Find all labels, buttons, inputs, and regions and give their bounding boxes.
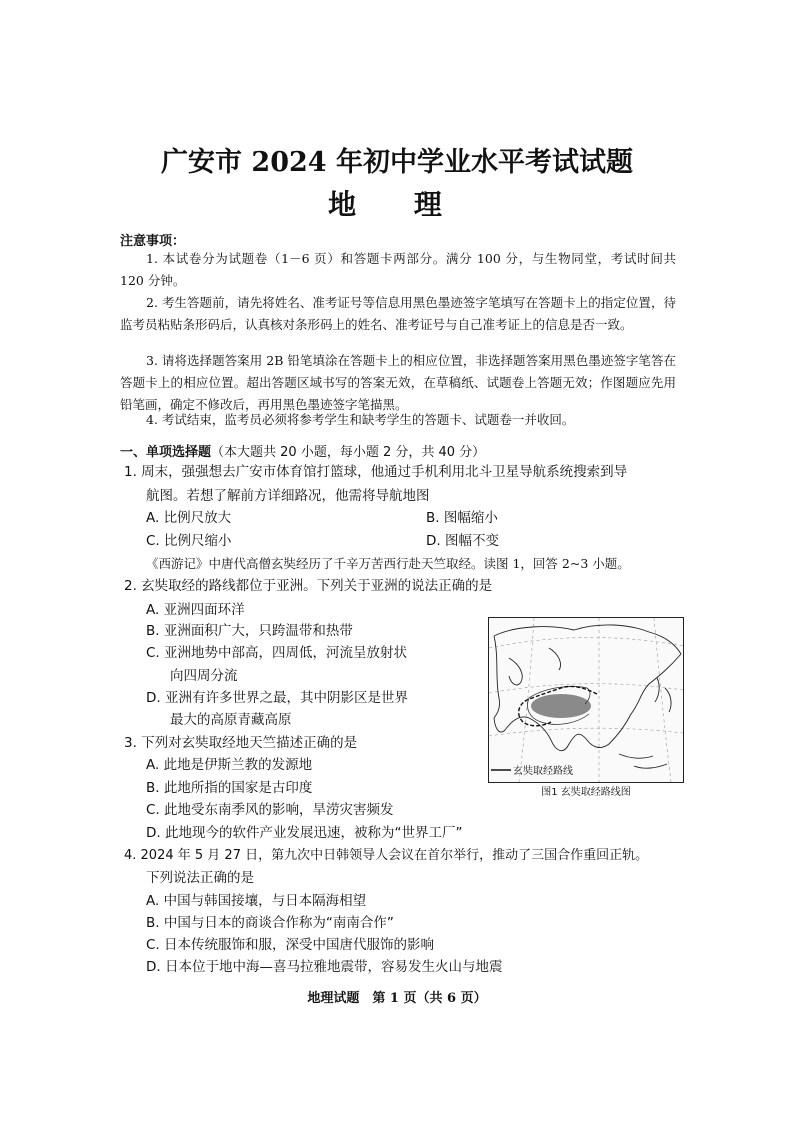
section-label: 一、单项选择题 (120, 445, 212, 460)
q4-option-a: A. 中国与韩国接壤，与日本隔海相望 (146, 893, 367, 909)
q4-option-c: C. 日本传统服饰和服，深受中国唐代服饰的影响 (146, 937, 435, 953)
notice-item-2: 2. 考生答题前，请先将姓名、准考证号等信息用黑色墨迹签字笔填写在答题卡上的指定位置，待监考员粘贴条形码后，认真核对条形码上的姓名、准考证号与自己准考证上的信息是否一致。 (120, 295, 676, 332)
subject-title: 地 理 (328, 188, 466, 221)
q4-option-d: D. 日本位于地中海—喜马拉雅地震带，容易发生火山与地震 (146, 959, 503, 975)
q4-option-b: B. 中国与日本的商谈合作称为“南南合作” (146, 915, 394, 931)
q3-option-c: C. 此地受东南季风的影响，旱涝灾害频发 (146, 802, 394, 818)
q1-option-c: C. 比例尺缩小 (146, 533, 232, 549)
q2-option-c-line2: 向四周分流 (170, 668, 238, 684)
route-map-figure (488, 617, 684, 783)
notice-item-3: 3. 请将选择题答案用 2B 铅笔填涂在答题卡上的相应位置，非选择题答案用黑色墨迹签字笔答在答题卡上的相应位置。超出答题区域书写的答案无效，在草稿纸、试题卷上答题无效；作图题应先用铅笔画，确定不修改后，再用黑色墨迹签字笔描黑。 (120, 353, 676, 412)
section-heading (120, 441, 485, 460)
q1-stem-line1: 1. 周末，强强想去广安市体育馆打篮球，他通过手机利用北斗卫星导航系统搜索到导 (124, 464, 628, 480)
q1-stem-line2: 航图。若想了解前方详细路况，他需将导航地图 (146, 488, 430, 504)
exam-title: 广安市 2024 年初中学业水平考试试题 (161, 147, 633, 178)
q3-option-a: A. 此地是伊斯兰教的发源地 (146, 757, 313, 773)
q1-option-b: B. 图幅缩小 (426, 510, 498, 526)
q2-option-b: B. 亚洲面积广大，只跨温带和热带 (146, 623, 353, 639)
q2-stem: 2. 玄奘取经的路线都位于亚洲。下列关于亚洲的说法正确的是 (124, 578, 493, 594)
q1-option-d: D. 图幅不变 (426, 533, 499, 549)
notice-heading: 注意事项： (120, 234, 186, 249)
page-footer: 地理试题 第 1 页（共 6 页） (307, 991, 487, 1006)
q3-stem: 3. 下列对玄奘取经地天竺描述正确的是 (124, 735, 358, 751)
asia-map-graphic (489, 618, 683, 782)
q4-stem-line1: 4. 2024 年 5 月 27 日，第九次中日韩领导人会议在首尔举行，推动了三国合作重回正轨。 (124, 848, 649, 863)
q2-option-a: A. 亚洲四面环洋 (146, 602, 245, 618)
map-legend-label: 玄奘取经路线 (513, 766, 573, 777)
q2-option-d-line2: 最大的高原青藏高原 (170, 712, 292, 728)
plateau-shaded-area (531, 694, 591, 718)
map-caption: 图1 玄奘取经路线图 (541, 787, 631, 798)
q2-option-c-line1: C. 亚洲地势中部高，四周低，河流呈放射状 (146, 645, 408, 661)
q3-option-b: B. 此地所指的国家是古印度 (146, 780, 313, 796)
notice-item-1: 1. 本试卷分为试题卷（1－6 页）和答题卡两部分。满分 100 分，与生物同堂，考试时间共 120 分钟。 (120, 251, 676, 288)
q4-stem-line2: 下列说法正确的是 (146, 870, 254, 886)
section-detail: （本大题共 20 小题，每小题 2 分，共 40 分） (211, 445, 486, 460)
notice-item-4: 4. 考试结束，监考员必须将参考学生和缺考学生的答题卡、试题卷一并收回。 (146, 412, 575, 427)
q2-option-d-line1: D. 亚洲有许多世界之最，其中阴影区是世界 (146, 690, 408, 706)
reading-intro: 《西游记》中唐代高僧玄奘经历了千辛万苦西行赴天竺取经。读图 1，回答 2~3 小题。 (146, 556, 630, 571)
q3-option-d: D. 此地现今的软件产业发展迅速，被称为“世界工厂” (146, 825, 463, 841)
q1-option-a: A. 比例尺放大 (146, 510, 232, 526)
